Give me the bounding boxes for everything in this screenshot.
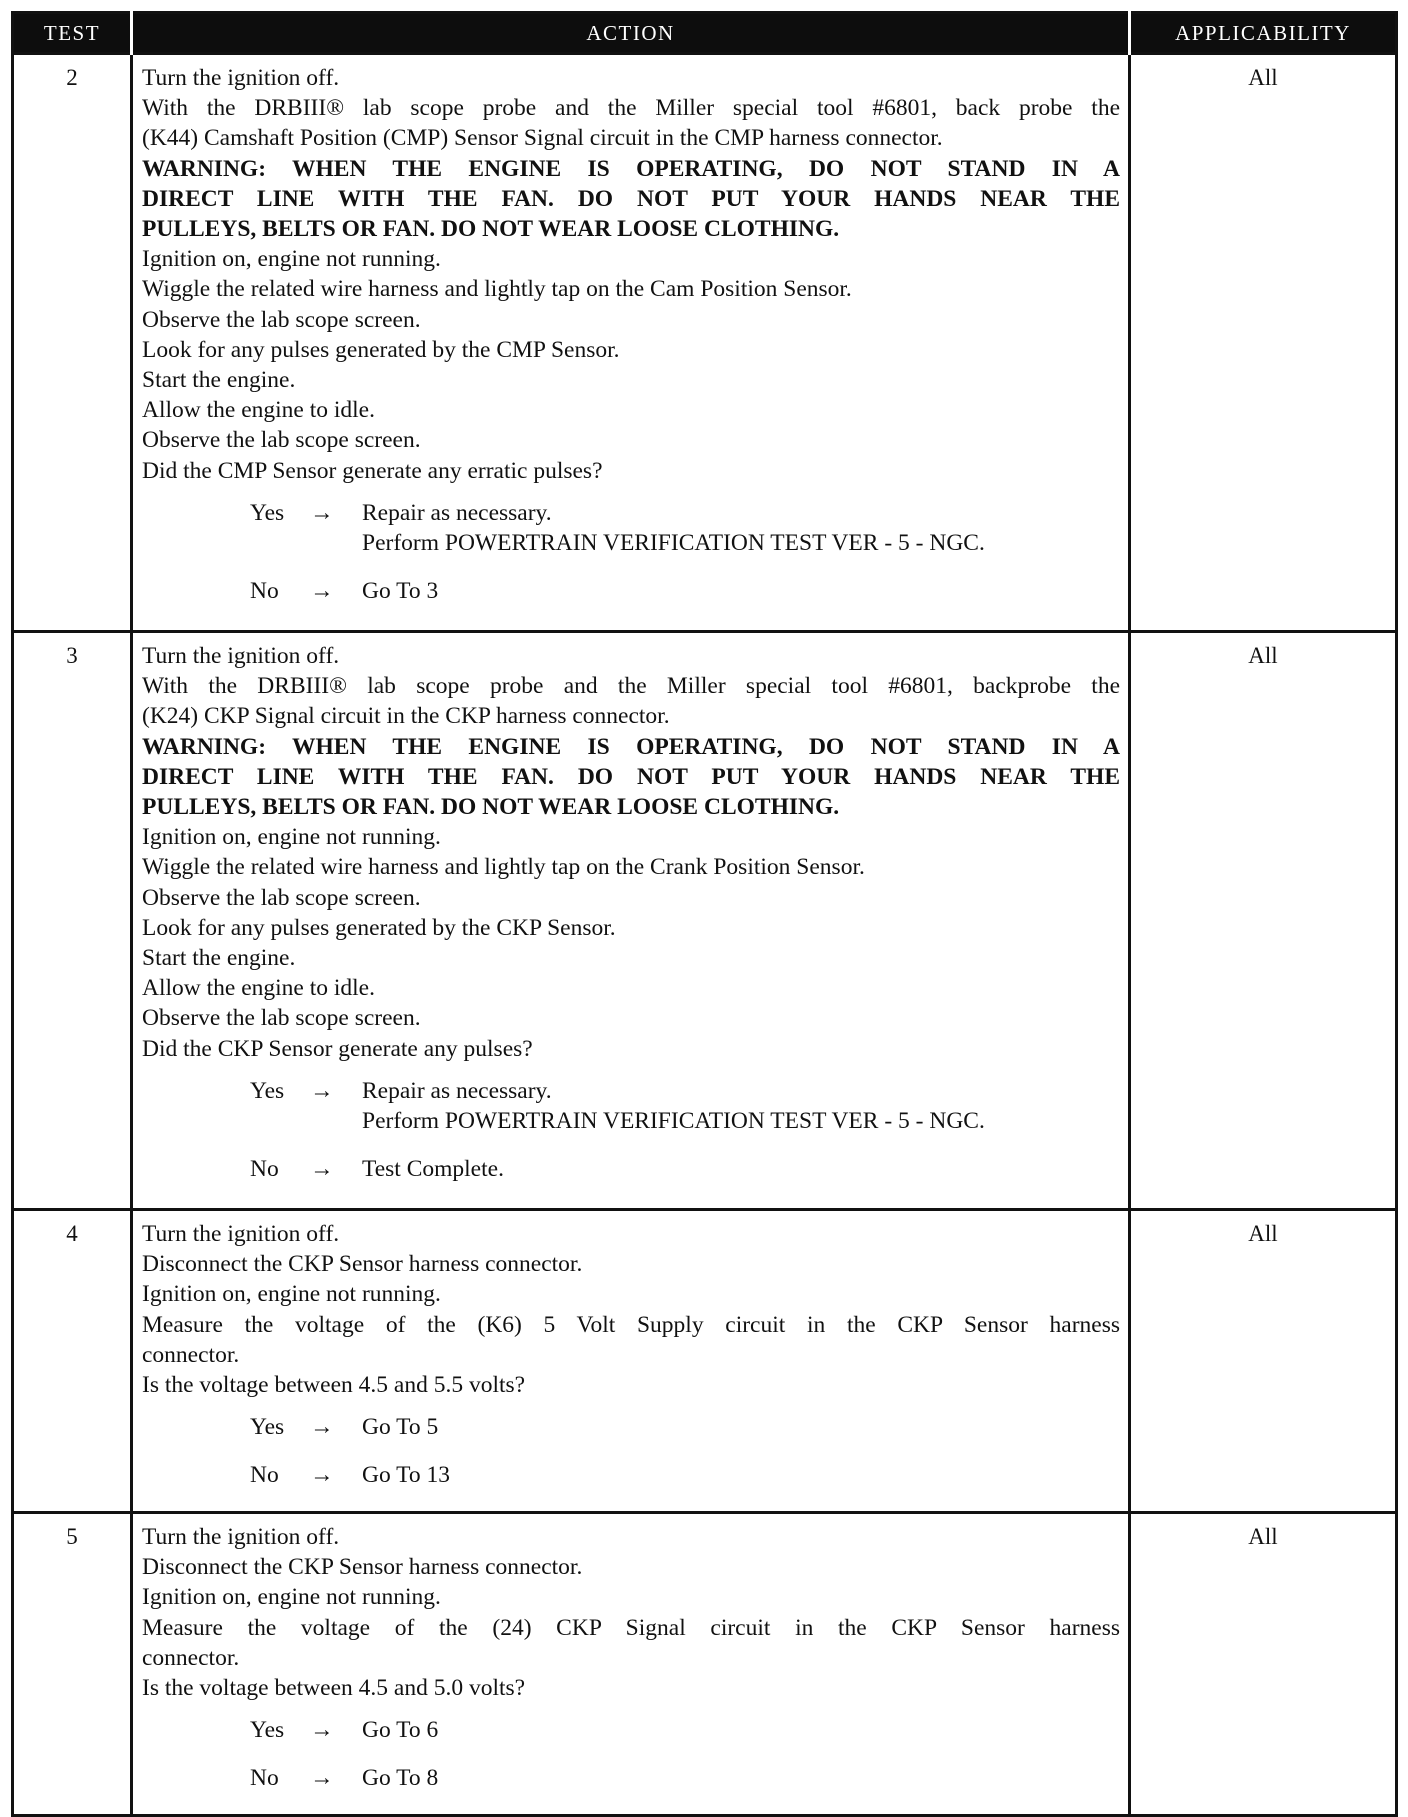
action-line: With the DRBIII® lab scope probe and the Miller special tool #6801, back probe the [142, 95, 1120, 122]
header-test: TEST [13, 13, 132, 54]
warning-line: WARNING: WHEN THE ENGINE IS OPERATING, DO NOT STAND IN A [142, 155, 1120, 182]
action-line: Observe the lab scope screen. [142, 306, 421, 333]
yes-result [362, 1076, 1120, 1136]
test-row-3 [13, 632, 1397, 1210]
action-line: With the DRBIII® lab scope probe and the Miller special tool #6801, backprobe the [142, 673, 1120, 700]
warning-line: PULLEYS, BELTS OR FAN. DO NOT WEAR LOOSE CLOTHING. [142, 794, 840, 821]
action-cell [132, 1513, 1130, 1816]
applicability-value: All [1130, 632, 1397, 1210]
test-number: 3 [13, 632, 132, 1210]
header-applicability: APPLICABILITY [1130, 13, 1397, 54]
action-line: Did the CKP Sensor generate any pulses? [142, 1035, 533, 1062]
action-line: connector. [142, 1341, 240, 1368]
yes-answer [250, 1076, 1120, 1136]
warning-line: WARNING: WHEN THE ENGINE IS OPERATING, DO NOT STAND IN A [142, 733, 1120, 760]
arrow-icon: → [310, 578, 334, 605]
no-result: Go To 13 [362, 1462, 451, 1489]
header-row [13, 13, 1397, 54]
arrow-icon: → [310, 1462, 334, 1489]
yes-result-line: Repair as necessary. [362, 1077, 552, 1104]
yes-label: Yes [250, 1717, 285, 1744]
action-line: Ignition on, engine not running. [142, 1281, 441, 1308]
action-line: Wiggle the related wire harness and lightly tap on the Cam Position Sensor. [142, 276, 852, 303]
arrow-icon: → [310, 499, 334, 526]
no-result: Go To 8 [362, 1765, 439, 1792]
warning-line: DIRECT LINE WITH THE FAN. DO NOT PUT YOUR HANDS NEAR THE [142, 763, 1120, 790]
diagnostic-page [11, 11, 1395, 1817]
yes-result-line: Perform POWERTRAIN VERIFICATION TEST VER - 5 - NGC. [362, 1108, 985, 1135]
action-line: Wiggle the related wire harness and lightly tap on the Crank Position Sensor. [142, 854, 865, 881]
action-line: Look for any pulses generated by the CKP Sensor. [142, 914, 616, 941]
answer-block [142, 1715, 1120, 1793]
no-answer [250, 576, 1120, 606]
test-row-4 [13, 1210, 1397, 1513]
applicability-value: All [1130, 54, 1397, 632]
action-cell [132, 1210, 1130, 1513]
yes-answer [250, 1715, 1120, 1745]
applicability-value: All [1130, 1210, 1397, 1513]
no-answer [250, 1763, 1120, 1793]
no-result: Test Complete. [362, 1156, 504, 1183]
no-label: No [250, 578, 279, 605]
action-line: connector. [142, 1644, 240, 1671]
action-line: Is the voltage between 4.5 and 5.5 volts? [142, 1372, 526, 1399]
no-label: No [250, 1765, 279, 1792]
applicability-value: All [1130, 1513, 1397, 1816]
yes-label: Yes [250, 1414, 285, 1441]
action-line: Measure the voltage of the (K6) 5 Volt Supply circuit in the CKP Sensor harness [142, 1311, 1120, 1338]
action-line: Ignition on, engine not running. [142, 824, 441, 851]
no-label: No [250, 1156, 279, 1183]
arrow-icon: → [310, 1077, 334, 1104]
action-line: Turn the ignition off. [142, 1524, 340, 1550]
diagnostic-table [11, 11, 1398, 1817]
no-answer [250, 1154, 1120, 1184]
test-number: 4 [13, 1210, 132, 1513]
action-line: Turn the ignition off. [142, 1221, 340, 1247]
action-line: Is the voltage between 4.5 and 5.0 volts? [142, 1675, 526, 1702]
test-row-2 [13, 54, 1397, 632]
yes-answer [250, 1412, 1120, 1442]
yes-result-line: Repair as necessary. [362, 499, 552, 526]
test-number: 2 [13, 54, 132, 632]
action-line: Disconnect the CKP Sensor harness connector. [142, 1554, 583, 1581]
action-line: Disconnect the CKP Sensor harness connector. [142, 1251, 583, 1278]
warning-line: PULLEYS, BELTS OR FAN. DO NOT WEAR LOOSE CLOTHING. [142, 216, 840, 243]
arrow-icon: → [310, 1414, 334, 1441]
action-line: Did the CMP Sensor generate any erratic pulses? [142, 457, 603, 484]
arrow-icon: → [310, 1717, 334, 1744]
yes-result [362, 498, 1120, 558]
yes-result: Go To 5 [362, 1414, 439, 1441]
action-line: Turn the ignition off. [142, 65, 340, 91]
action-line: Start the engine. [142, 945, 296, 972]
action-line: Observe the lab scope screen. [142, 1005, 421, 1032]
action-line: Allow the engine to idle. [142, 975, 375, 1002]
header-action: ACTION [132, 13, 1130, 54]
yes-label: Yes [250, 499, 285, 526]
yes-result: Go To 6 [362, 1717, 439, 1744]
no-result: Go To 3 [362, 578, 439, 605]
action-line: Look for any pulses generated by the CMP Sensor. [142, 336, 620, 363]
yes-answer [250, 498, 1120, 558]
test-number: 5 [13, 1513, 132, 1816]
action-line: (K24) CKP Signal circuit in the CKP harness connector. [142, 703, 670, 730]
action-line: Allow the engine to idle. [142, 397, 375, 424]
action-line: (K44) Camshaft Position (CMP) Sensor Signal circuit in the CMP harness connector. [142, 125, 943, 152]
action-line: Ignition on, engine not running. [142, 246, 441, 273]
test-row-5 [13, 1513, 1397, 1816]
yes-label: Yes [250, 1077, 285, 1104]
answer-block [142, 1076, 1120, 1185]
action-cell [132, 632, 1130, 1210]
action-line: Observe the lab scope screen. [142, 884, 421, 911]
warning-line: DIRECT LINE WITH THE FAN. DO NOT PUT YOUR HANDS NEAR THE [142, 185, 1120, 212]
action-line: Ignition on, engine not running. [142, 1584, 441, 1611]
no-answer [250, 1460, 1120, 1490]
yes-result-line: Perform POWERTRAIN VERIFICATION TEST VER - 5 - NGC. [362, 530, 985, 557]
action-cell [132, 54, 1130, 632]
action-line: Measure the voltage of the (24) CKP Signal circuit in the CKP Sensor harness [142, 1614, 1120, 1641]
action-line: Turn the ignition off. [142, 643, 340, 669]
answer-block [142, 1412, 1120, 1490]
action-line: Observe the lab scope screen. [142, 427, 421, 454]
action-line: Start the engine. [142, 367, 296, 394]
arrow-icon: → [310, 1156, 334, 1183]
no-label: No [250, 1462, 279, 1489]
answer-block [142, 498, 1120, 607]
arrow-icon: → [310, 1765, 334, 1792]
